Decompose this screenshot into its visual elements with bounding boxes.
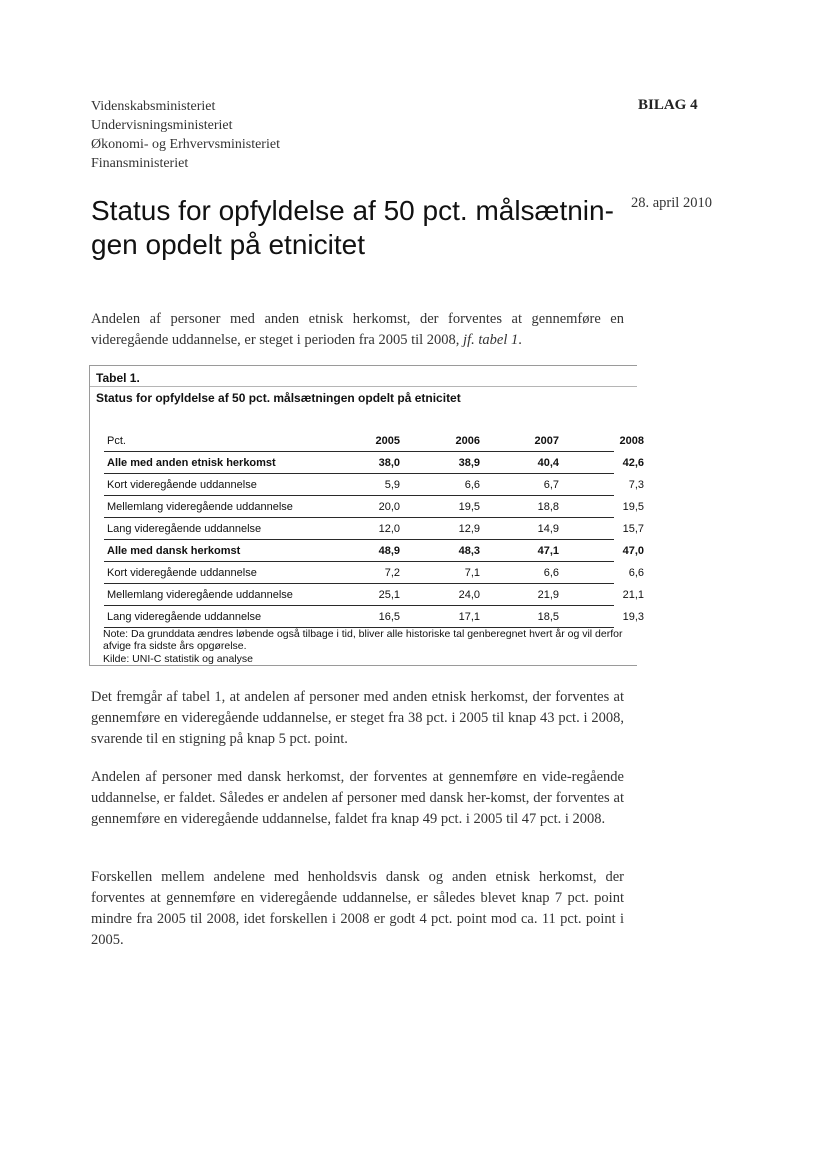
table-row — [104, 477, 644, 496]
document-date: 28. april 2010 — [631, 195, 712, 211]
body-paragraph: Det fremgår af tabel 1, at andelen af personer med anden etnisk herkomst, der forventes at gennemføre en videregående uddannelse, er steget fra 38 pct. i 2005 til knap 43 pct. i 2008, svarende til en stigning på knap 5 pct. point. — [91, 689, 624, 747]
cell-value: 14,9 — [537, 523, 559, 535]
cell-value: 38,9 — [458, 457, 480, 469]
cell-value: 42,6 — [622, 457, 644, 469]
table-row — [104, 521, 644, 540]
row-label: Lang videregående uddannelse — [107, 523, 262, 535]
cell-value: 25,1 — [378, 589, 400, 601]
table-row — [104, 587, 644, 606]
cell-value: 16,5 — [378, 611, 400, 623]
table-reference: jf. tabel 1 — [463, 332, 519, 348]
cell-value: 12,9 — [458, 523, 480, 535]
row-label: Kort videregående uddannelse — [107, 567, 257, 579]
cell-value: 15,7 — [622, 523, 644, 535]
cell-value: 47,0 — [622, 545, 644, 557]
table-note: Note: Da grunddata ændres løbende også tilbage i tid, bliver alle historiske tal genberegnet hvert år og vil derfor afvige fra sidste års opgørelse. — [103, 628, 623, 652]
year-header: 2008 — [619, 435, 644, 447]
cell-value: 12,0 — [378, 523, 400, 535]
body-paragraph: Forskellen mellem andelene med henholdsvis dansk og anden etnisk herkomst, der forventes at gennemføre en videregående uddannelse, er således blevet knap 7 pct. point mindre fra 2005 til 2008, idet forskellen i 2008 er godt 4 pct. point mod ca. 11 pct. point i 2005. — [91, 869, 624, 948]
year-header: 2005 — [375, 435, 400, 447]
table-title: Status for opfyldelse af 50 pct. målsætningen opdelt på etnicitet — [96, 391, 461, 405]
row-label: Mellemlang videregående uddannelse — [107, 501, 293, 513]
cell-value: 18,8 — [537, 501, 559, 513]
table-row — [104, 565, 644, 584]
table-row — [104, 455, 644, 474]
cell-value: 47,1 — [537, 545, 559, 557]
year-header: 2006 — [455, 435, 480, 447]
cell-value: 7,3 — [628, 479, 644, 491]
table-source: Kilde: UNI-C statistik og analyse — [103, 653, 253, 665]
table-row — [104, 499, 644, 518]
cell-value: 7,1 — [464, 567, 480, 579]
cell-value: 40,4 — [537, 457, 559, 469]
cell-value: 18,5 — [537, 611, 559, 623]
ministry-name: Undervisningsministeriet — [91, 118, 233, 133]
table-divider — [90, 386, 637, 387]
row-label: Alle med dansk herkomst — [107, 545, 241, 557]
cell-value: 24,0 — [458, 589, 480, 601]
table-box — [89, 365, 644, 666]
cell-value: 21,1 — [622, 589, 644, 601]
ministry-list — [91, 97, 280, 173]
cell-value: 19,5 — [622, 501, 644, 513]
cell-value: 6,6 — [543, 567, 559, 579]
cell-value: 48,9 — [378, 545, 400, 557]
table-header-row — [104, 433, 644, 452]
body-paragraph: Andelen af personer med dansk herkomst, der forventes at gennemføre en vide-regående uddannelse, er faldet. Således er andelen af personer med dansk her-komst, der forventes at gennemføre en videregående uddannelse, faldet fra knap 49 pct. i 2005 til 47 pct. i 2008. — [91, 769, 624, 827]
table-label: Tabel 1. — [96, 371, 140, 385]
row-label: Lang videregående uddannelse — [107, 611, 262, 623]
row-label: Mellemlang videregående uddannelse — [107, 589, 293, 601]
ministry-name: Økonomi- og Erhvervsministeriet — [91, 137, 280, 152]
row-label: Kort videregående uddannelse — [107, 479, 257, 491]
year-header: 2007 — [534, 435, 559, 447]
cell-value: 7,2 — [384, 567, 400, 579]
intro-paragraph — [91, 309, 624, 351]
cell-value: 19,3 — [622, 611, 644, 623]
row-label: Alle med anden etnisk herkomst — [107, 457, 276, 469]
cell-value: 6,7 — [543, 479, 559, 491]
cell-value: 48,3 — [458, 545, 480, 557]
cell-value: 20,0 — [378, 501, 400, 513]
cell-value: 19,5 — [458, 501, 480, 513]
cell-value: 38,0 — [378, 457, 400, 469]
unit-label: Pct. — [107, 435, 126, 447]
annex-label: BILAG 4 — [638, 97, 698, 113]
ministry-name: Finansministeriet — [91, 156, 189, 171]
intro-end: . — [518, 332, 522, 348]
table-row — [104, 609, 644, 628]
ministry-name: Videnskabsministeriet — [91, 99, 216, 114]
cell-value: 6,6 — [628, 567, 644, 579]
cell-value: 21,9 — [537, 589, 559, 601]
cell-value: 17,1 — [458, 611, 480, 623]
document-title: Status for opfyldelse af 50 pct. målsætnin-gen opdelt på etnicitet — [91, 195, 614, 260]
table-row — [104, 543, 644, 562]
intro-text: Andelen af personer med anden etnisk herkomst, der forventes at gennemføre en videregående uddannelse, er steget i perioden fra 2005 til 2008, — [91, 311, 624, 348]
cell-value: 5,9 — [384, 479, 400, 491]
cell-value: 6,6 — [464, 479, 480, 491]
